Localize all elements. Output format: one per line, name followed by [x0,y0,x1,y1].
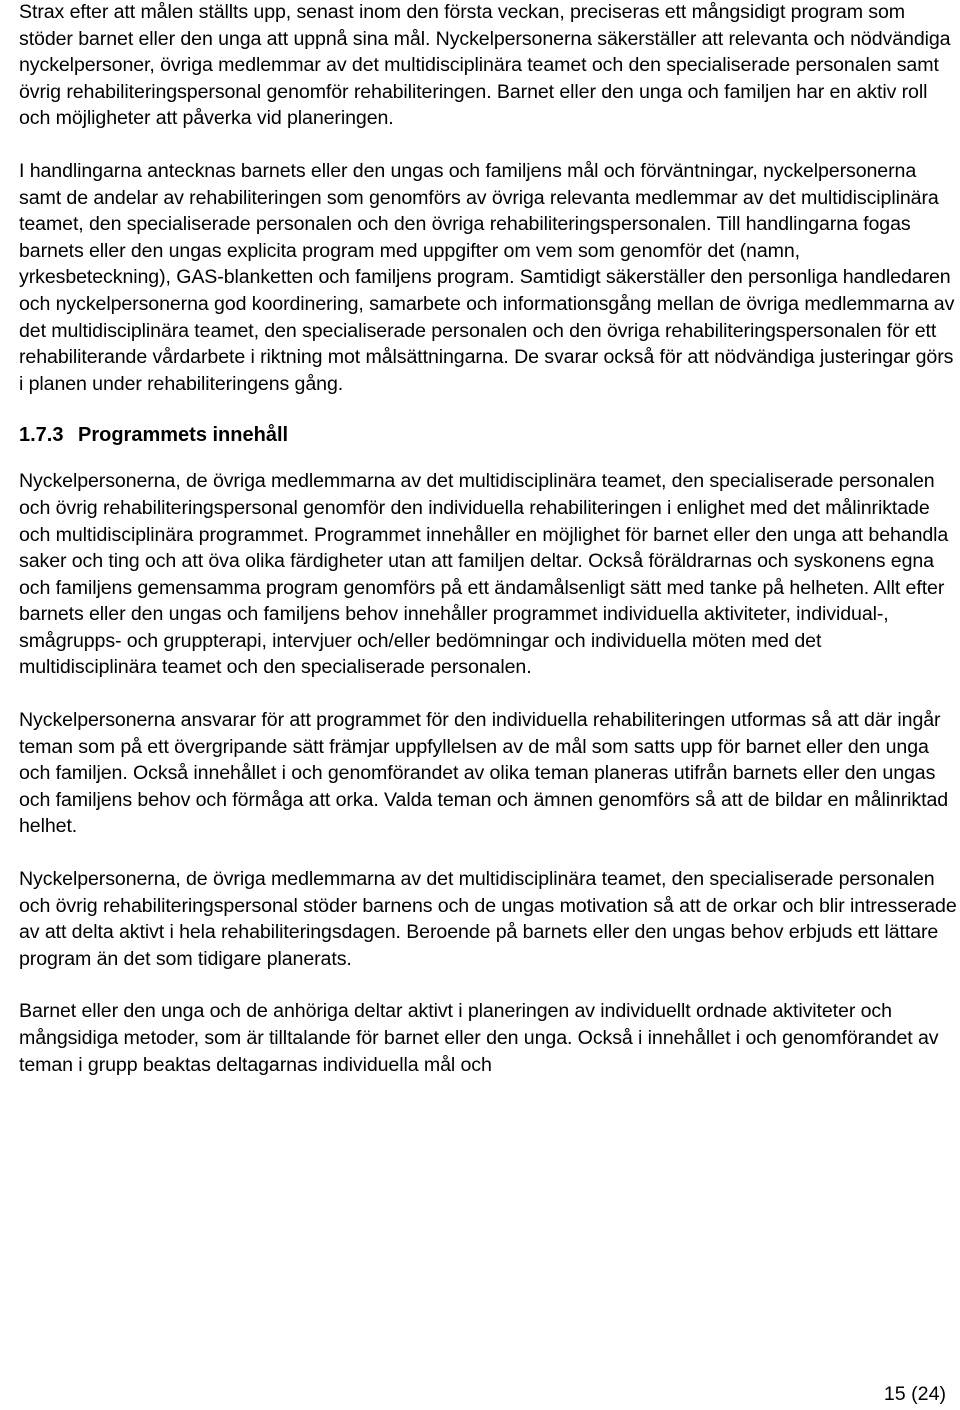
section-title: Programmets innehåll [78,424,289,447]
paragraph-key-persons-responsibility: Nyckelpersonerna ansvarar för att programmet för den individuella rehabiliteringen utformas så att där ingår teman som på ett övergripande sätt främjar uppfyllelsen av de mål som satts upp för barnet eller den unga och familjen. Också innehållet i och genomförandet av olika teman planeras utifrån barnets eller den ungas och familjens behov och förmåga att orka. Valda teman och ämnen genomförs så att de bildar en målinriktad helhet. [19,709,949,838]
paragraph-records: I handlingarna antecknas barnets eller den ungas och familjens mål och förväntningar, nyckelpersonerna samt de andelar av rehabiliteringen som genomförs av övriga relevanta medlemmar av det multidisciplinära teamet, den specialiserade personalen och den övriga rehabiliteringspersonalen. Till handlingarna fogas barnets eller den ungas explicita program med uppgifter om vem som genomför det (namn, yrkesbeteckning), GAS-blanketten och familjens program. Samtidigt säkerställer den personliga handledaren och nyckelpersonerna god koordinering, samarbete och informationsgång mellan de övriga medlemmarna av det multidisciplinära teamet, den specialiserade personalen och den övriga rehabiliteringspersonalen för ett rehabiliterande vårdarbete i riktning mot målsättningarna. De svarar också för att nödvändiga justeringar görs i planen under rehabiliteringens gång. [19,159,955,395]
paragraph-program-precision: Strax efter att målen ställts upp, senast inom den första veckan, preciseras ett mångsidigt program som stöder barnet eller den unga att uppnå sina mål. Nyckelpersonerna säkerställer att relevanta och nödvändiga nyckelpersoner, övriga medlemmar av det multidisciplinära teamet och den specialiserade personalen samt övrig rehabiliteringspersonal genomför rehabiliteringen. Barnet eller den unga och familjen har en aktiv roll och möjligheter att påverka vid planeringen. [19,1,951,130]
paragraph-participation: Barnet eller den unga och de anhöriga deltar aktivt i planeringen av individuellt ordnade aktiviteter och mångsidiga metoder, som är tilltalande för barnet eller den unga. Också i innehållet i och genomförandet av teman i grupp beaktas deltagarnas individuella mål och [19,1000,939,1076]
paragraph-program-content: Nyckelpersonerna, de övriga medlemmarna av det multidisciplinära teamet, den specialiserade personalen och övrig rehabiliteringspersonal genomför den individuella rehabiliteringen i enlighet med det målinriktade och multidisciplinära programmet. Programmet innehåller en möjlighet för barnet eller den unga att behandla saker och ting och att öva olika färdigheter utan att familjen deltar. Också föräldrarnas och syskonens egna och familjens gemensamma program genomförs på ett ändamålsenligt sätt med tanke på helheten. Allt efter barnets eller den ungas och familjens behov innehåller programmet individuella aktiviteter, individual-, smågrupps- och gruppterapi, intervjuer och/eller bedömningar och individuella möten med det multidisciplinära teamet och den specialiserade personalen. [19,470,949,679]
paragraph-motivation: Nyckelpersonerna, de övriga medlemmarna av det multidisciplinära teamet, den specialiserade personalen och övrig rehabiliteringspersonal stöder barnens och de ungas motivation så att de orkar och blir intresserade av att delta aktivt i hela rehabiliteringsdagen. Beroende på barnets eller den ungas behov erbjuds ett lättare program än det som tidigare planerats. [19,868,957,970]
section-number: 1.7.3 [19,424,64,447]
section-heading [19,422,957,448]
document-page [19,0,957,1078]
page-number: 15 (24) [883,1383,946,1405]
